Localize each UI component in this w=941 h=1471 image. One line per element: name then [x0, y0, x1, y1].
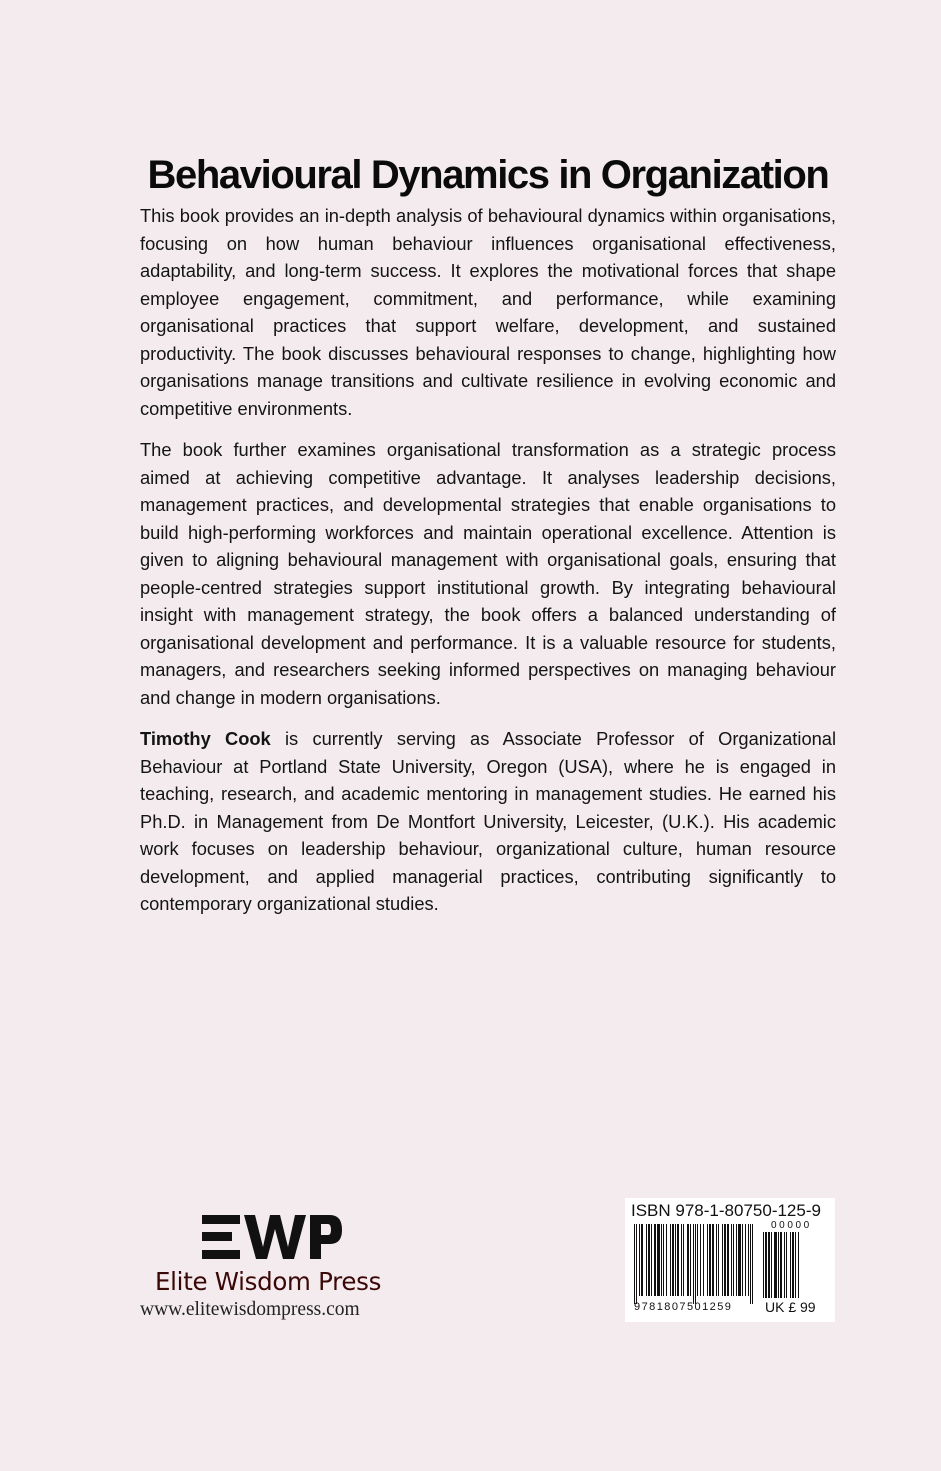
publisher-logo-block — [140, 1212, 404, 1322]
addon-digits: 00000 — [771, 1220, 812, 1231]
barcode-bar — [771, 1232, 772, 1298]
barcode-bar — [748, 1224, 749, 1296]
barcode-bar — [675, 1224, 676, 1296]
price-label: UK £ 99 — [765, 1299, 816, 1315]
barcode-bar — [641, 1224, 643, 1296]
barcode-bar — [651, 1224, 652, 1296]
author-name: Timothy Cook — [140, 728, 271, 749]
barcode-bar — [738, 1224, 741, 1296]
barcode-bar — [677, 1224, 679, 1296]
barcode-bar — [742, 1224, 743, 1296]
barcode-bar — [733, 1224, 734, 1296]
barcode-bar — [731, 1224, 732, 1296]
barcode-bar — [795, 1232, 796, 1298]
barcode-bar — [661, 1224, 662, 1296]
barcode-bar — [724, 1224, 726, 1296]
author-bio: is currently serving as Associate Professor of Organizational Behaviour at Portland State University, Oregon (USA), where he is engaged in teaching, research, and academic mentoring in management studies. He earned his Ph.D. in Management from De Montfort University, Leicester, (U.K.). His academic work focuses on leadership behaviour, organizational culture, human resource development, and applied managerial practices, contributing significantly to contemporary organizational studies. — [140, 728, 837, 914]
barcode-bar — [693, 1224, 694, 1304]
barcode-bar — [722, 1224, 723, 1296]
barcode-bar — [712, 1224, 714, 1296]
addon-barcode-bars — [763, 1232, 819, 1298]
isbn-label: ISBN 978-1-80750-125-9 — [631, 1201, 821, 1220]
barcode-bar — [687, 1224, 689, 1296]
barcode-bar — [790, 1232, 791, 1298]
ean-digits: 9781807501259 — [634, 1301, 733, 1313]
barcode-bar — [697, 1224, 698, 1296]
barcode-bar — [703, 1224, 704, 1296]
description-paragraph-1: This book provides an in-depth analysis of behavioural dynamics within organisations, focusing on how human behaviour influences organisational effectiveness, adaptability, and long-term success. It explores the motivational forces that shape employee engagement, commitment, and performance, while examining organisational practices that support welfare, development, and sustained productivity. The book discusses behavioural responses to change, highlighting how organisations manage transitions and cultivate resilience in evolving economic and competitive environments. — [140, 205, 836, 419]
barcode-bar — [657, 1224, 660, 1296]
barcode-bar — [707, 1224, 708, 1296]
ewp-logo-icon — [202, 1212, 342, 1262]
barcode-bar — [709, 1224, 711, 1296]
barcode-bar — [666, 1224, 667, 1296]
ean-barcode-bars — [634, 1224, 754, 1304]
barcode-bar — [716, 1224, 717, 1296]
barcode-bar — [798, 1232, 799, 1298]
barcode-bar — [736, 1224, 737, 1296]
barcode-bar — [654, 1224, 656, 1296]
barcode-bar — [646, 1224, 647, 1296]
barcode-bar — [765, 1232, 767, 1298]
book-title: Behavioural Dynamics in Organization — [147, 153, 829, 197]
back-cover-text — [140, 150, 836, 932]
barcode-bar — [786, 1232, 787, 1298]
barcode-bar — [683, 1224, 684, 1296]
isbn-barcode — [625, 1198, 835, 1322]
barcode-bar — [700, 1224, 701, 1296]
barcode-bar — [752, 1224, 753, 1304]
barcode-bar — [663, 1224, 664, 1296]
barcode-bar — [763, 1232, 764, 1298]
barcode-bar — [690, 1224, 691, 1296]
barcode-bar — [780, 1232, 782, 1298]
barcode-bar — [768, 1232, 770, 1298]
publisher-url: www.elitewisdompress.com — [140, 1299, 360, 1320]
barcode-bar — [639, 1224, 640, 1296]
barcode-bar — [784, 1232, 785, 1298]
barcode-bar — [750, 1224, 751, 1304]
barcode-bar — [718, 1224, 719, 1296]
barcode-bar — [727, 1224, 729, 1296]
barcode-bar — [778, 1232, 779, 1298]
barcode-bar — [745, 1224, 746, 1296]
barcode-bar — [670, 1224, 671, 1296]
barcode-bar — [634, 1224, 635, 1304]
barcode-bar — [695, 1224, 696, 1304]
barcode-bar — [774, 1232, 777, 1298]
publisher-name: Elite Wisdom Press — [155, 1267, 382, 1296]
author-bio-paragraph — [140, 725, 836, 918]
barcode-bar — [636, 1224, 637, 1304]
barcode-bar — [792, 1232, 794, 1298]
barcode-bar — [681, 1224, 682, 1296]
description-paragraph-2: The book further examines organisational transformation as a strategic process aimed at achieving competitive advantage. It analyses leadership decisions, management practices, and developmental strategies that enable organisations to build high-performing workforces and maintain operational excellence. Attention is given to aligning behavioural management with organisational goals, ensuring that people-centred strategies support institutional growth. By integrating behavioural insight with management strategy, the book offers a balanced understanding of organisational development and performance. It is a valuable resource for students, managers, and researchers seeking informed perspectives on managing behaviour and change in modern organisations. — [140, 439, 836, 708]
barcode-bar — [672, 1224, 674, 1296]
barcode-bar — [648, 1224, 650, 1296]
